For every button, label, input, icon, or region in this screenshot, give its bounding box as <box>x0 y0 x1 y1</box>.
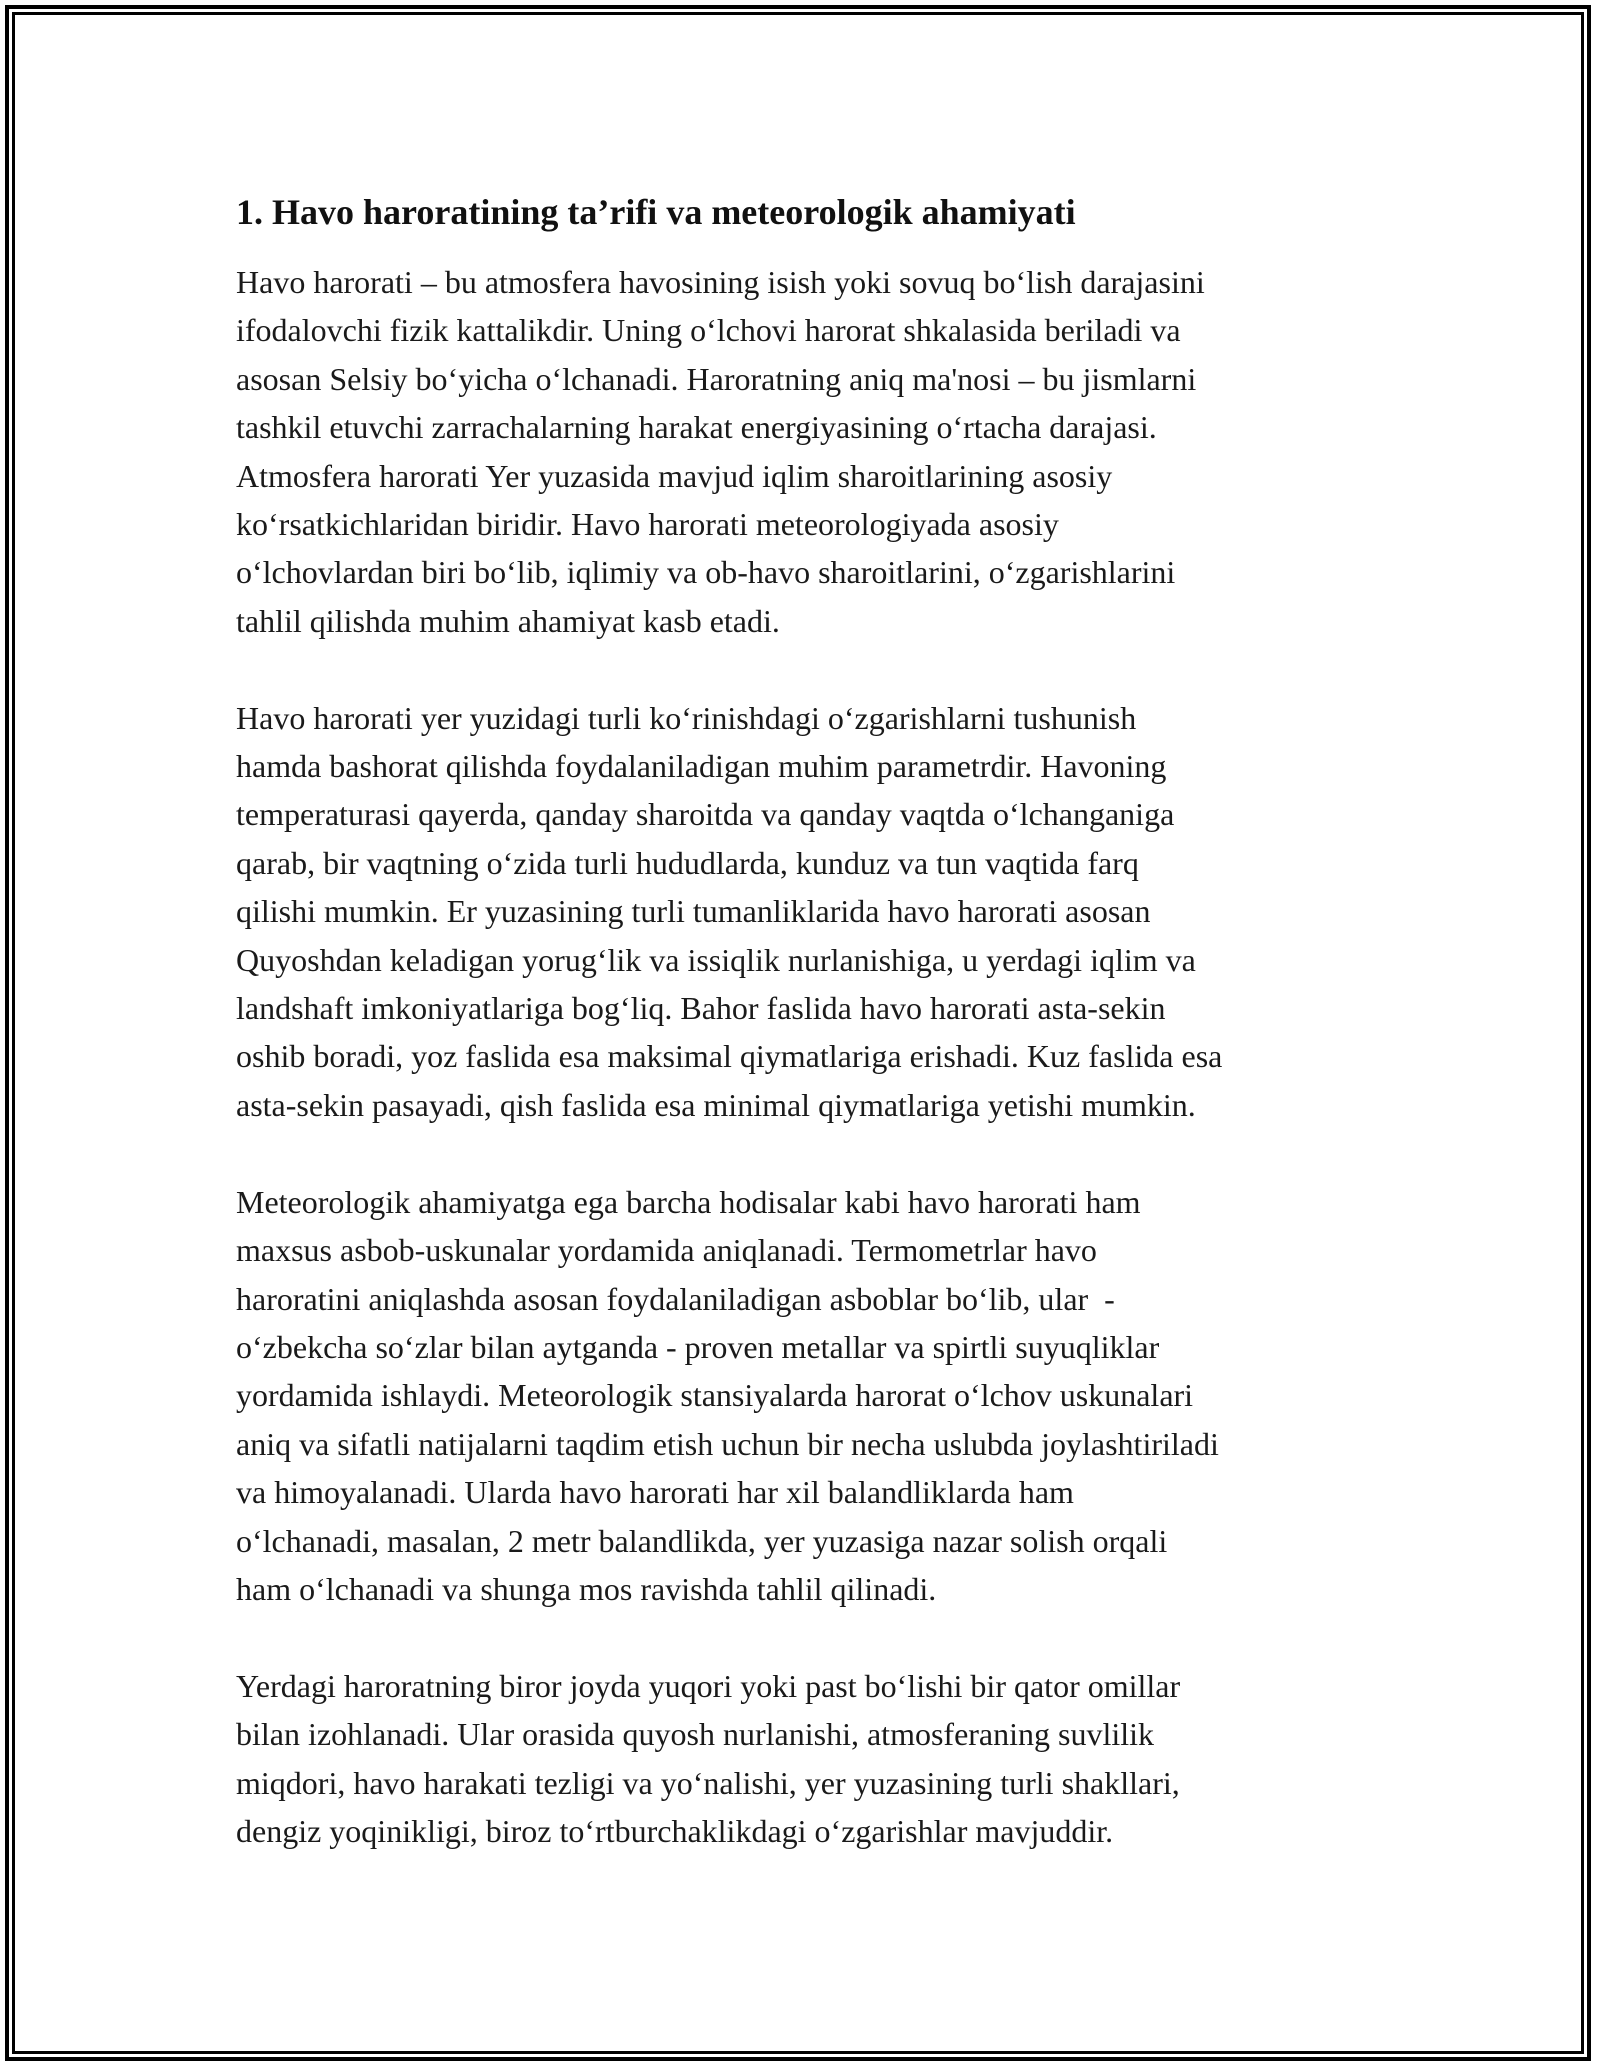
text-line: Yerdagi haroratning biror joyda yuqori yoki past boʻlishi bir qator omillar <box>236 1667 1181 1704</box>
text-line: va himoyalanadi. Ularda havo harorati har xil balandliklarda ham <box>236 1474 1074 1511</box>
text-line: oʻlchanadi, masalan, 2 metr balandlikda, yer yuzasiga nazar solish orqali <box>236 1522 1168 1559</box>
text-line: yordamida ishlaydi. Meteorologik stansiyalarda harorat oʻlchov uskunalari <box>236 1377 1194 1414</box>
text-line: tahlil qilishda muhim ahamiyat kasb etadi. <box>236 602 780 639</box>
text-line: dengiz yoqinikligi, biroz toʻrtburchaklikdagi oʻzgarishlar mavjuddir. <box>236 1812 1114 1849</box>
paragraph-measurement <box>236 1178 1376 1614</box>
text-line: temperaturasi qayerda, qanday sharoitda va qanday vaqtda oʻlchanganiga <box>236 796 1175 833</box>
text-line: Quyoshdan keladigan yorugʻlik va issiqlik nurlanishiga, u yerdagi iqlim va <box>236 941 1196 978</box>
text-line: oshib boradi, yoz faslida esa maksimal qiymatlariga erishadi. Kuz faslida esa <box>236 1038 1223 1075</box>
text-line: ham oʻlchanadi va shunga mos ravishda tahlil qilinadi. <box>236 1570 937 1607</box>
document-body <box>236 188 1376 1904</box>
text-line: Meteorologik ahamiyatga ega barcha hodisalar kabi havo harorati ham <box>236 1183 1141 1220</box>
text-line: tashkil etuvchi zarrachalarning harakat energiyasining oʻrtacha darajasi. <box>236 409 1157 446</box>
text-line: qilishi mumkin. Er yuzasining turli tumanliklarida havo harorati asosan <box>236 893 1151 930</box>
paragraph-variation <box>236 694 1376 1130</box>
text-line: qarab, bir vaqtning oʻzida turli hududlarda, kunduz va tun vaqtida farq <box>236 844 1139 881</box>
paragraph-definition <box>236 258 1376 645</box>
text-line: miqdori, havo harakati tezligi va yoʻnalishi, yer yuzasining turli shakllari, <box>236 1764 1180 1801</box>
text-line: Atmosfera harorati Yer yuzasida mavjud iqlim sharoitlarining asosiy <box>236 457 1113 494</box>
text-line: asosan Selsiy boʻyicha oʻlchanadi. Haroratning aniq ma'nosi – bu jismlarni <box>236 360 1197 397</box>
text-line: asta-sekin pasayadi, qish faslida esa minimal qiymatlariga yetishi mumkin. <box>236 1086 1196 1123</box>
text-line: Havo harorati – bu atmosfera havosining isish yoki sovuq boʻlish darajasini <box>236 264 1205 300</box>
text-line: oʻlchovlardan biri boʻlib, iqlimiy va ob-havo sharoitlarini, oʻzgarishlarini <box>236 554 1176 591</box>
text-line: maxsus asbob-uskunalar yordamida aniqlanadi. Termometrlar havo <box>236 1232 1097 1269</box>
text-line: ifodalovchi fizik kattalikdir. Uning oʻlchovi harorat shkalasida beriladi va <box>236 312 1181 349</box>
section-heading: 1. Havo haroratining ta’rifi va meteorologik ahamiyati <box>236 192 1076 232</box>
text-line: Havo harorati yer yuzidagi turli koʻrinishdagi oʻzgarishlarni tushunish <box>236 699 1137 736</box>
text-line: hamda bashorat qilishda foydalaniladigan muhim parametrdir. Havoning <box>236 748 1167 785</box>
text-line: oʻzbekcha soʻzlar bilan aytganda - proven metallar va spirtli suyuqliklar <box>236 1328 1160 1365</box>
paragraph-factors <box>236 1662 1376 1856</box>
text-line: landshaft imkoniyatlariga bogʻliq. Bahor faslida havo harorati asta-sekin <box>236 990 1166 1027</box>
text-line: aniq va sifatli natijalarni taqdim etish uchun bir necha uslubda joylashtiriladi <box>236 1425 1219 1462</box>
text-line: koʻrsatkichlaridan biridir. Havo harorati meteorologiyada asosiy <box>236 506 1059 543</box>
text-line: haroratini aniqlashda asosan foydalaniladigan asboblar boʻlib, ular - <box>236 1280 1115 1317</box>
text-line: bilan izohlanadi. Ular orasida quyosh nurlanishi, atmosferaning suvlilik <box>236 1716 1155 1753</box>
